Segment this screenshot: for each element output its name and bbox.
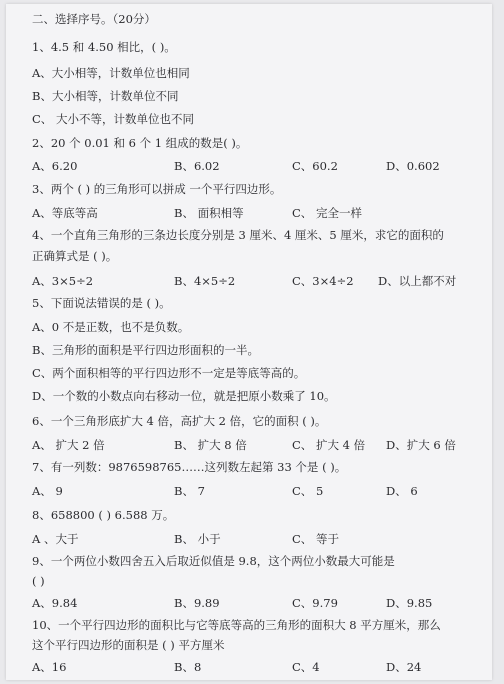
question-5-option-b: B、三角形的面积是平行四边形面积的一半。 [32,343,259,357]
question-5-option-a: A、0 不是正数，也不是负数。 [32,320,190,334]
question-6-option-d: D、扩大 6 倍 [386,438,456,452]
question-6-stem: 6、一个三角形底扩大 4 倍，高扩大 2 倍，它的面积 ( )。 [32,414,327,428]
question-1-option-b: B、大小相等，计数单位不同 [32,89,179,103]
question-8-option-c: C、 等于 [292,532,339,546]
exam-paper [6,4,492,680]
question-8-stem: 8、658800 ( ) 6.588 万。 [32,508,175,522]
question-6-option-c: C、 扩大 4 倍 [292,438,366,452]
question-2-option-c: C、60.2 [292,159,338,173]
question-1-option-c: C、 大小不等，计数单位也不同 [32,112,194,126]
question-9-option-d: D、9.85 [386,596,433,610]
question-9-option-b: B、9.89 [174,596,220,610]
question-3-option-a: A、等底等高 [32,206,98,220]
question-10-option-c: C、4 [292,660,320,674]
question-7-stem: 7、有一列数：9876598765……这列数左起第 33 个是 ( )。 [32,460,347,474]
question-2-option-d: D、0.602 [386,159,440,173]
question-5-option-c: C、两个面积相等的平行四边形不一定是等底等高的。 [32,366,306,380]
question-3-stem: 3、两个 ( ) 的三角形可以拼成 一个平行四边形。 [32,182,282,196]
question-1-option-a: A、大小相等，计数单位也相同 [32,66,190,80]
question-7-option-b: B、 7 [174,484,205,498]
question-4-stem-continued: 正确算式是 ( )。 [32,249,118,263]
question-7-option-d: D、 6 [386,484,418,498]
question-6-option-b: B、 扩大 8 倍 [174,438,247,452]
question-10-stem-continued: 这个平行四边形的面积是 ( ) 平方厘米 [32,638,225,652]
question-2-option-b: B、6.02 [174,159,220,173]
question-2-stem: 2、20 个 0.01 和 6 个 1 组成的数是( )。 [32,136,248,150]
question-10-stem: 10、一个平行四边形的面积比与它等底等高的三角形的面积大 8 平方厘米，那么 [32,618,441,632]
question-8-option-b: B、 小于 [174,532,221,546]
question-4-option-c: C、3×4÷2 [292,274,354,288]
question-7-option-c: C、 5 [292,484,324,498]
section-title: 二、选择序号。（20分） [32,12,156,26]
question-1-stem: 1、4.5 和 4.50 相比，( )。 [32,40,176,54]
question-10-option-a: A、16 [32,660,67,674]
question-8-option-a: A 、大于 [32,532,79,546]
question-10-option-d: D、24 [386,660,422,674]
question-5-stem: 5、下面说法错误的是 ( )。 [32,296,171,310]
question-6-option-a: A、 扩大 2 倍 [32,438,105,452]
question-9-stem-continued: ( ) [32,574,45,588]
question-9-option-a: A、9.84 [32,596,78,610]
question-4-option-d: D、以上都不对 [378,274,457,288]
question-7-option-a: A、 9 [32,484,63,498]
question-10-option-b: B、8 [174,660,202,674]
question-5-option-d: D、一个数的小数点向右移动一位，就是把原小数乘了 10。 [32,389,336,403]
question-3-option-c: C、 完全一样 [292,206,362,220]
question-4-option-b: B、4×5÷2 [174,274,236,288]
question-9-option-c: C、9.79 [292,596,338,610]
question-4-stem: 4、一个直角三角形的三条边长度分别是 3 厘米、4 厘米、5 厘米，求它的面积的 [32,228,444,242]
question-9-stem: 9、一个两位小数四舍五入后取近似值是 9.8，这个两位小数最大可能是 [32,554,395,568]
question-2-option-a: A、6.20 [32,159,78,173]
question-3-option-b: B、 面积相等 [174,206,244,220]
question-4-option-a: A、3×5÷2 [32,274,94,288]
